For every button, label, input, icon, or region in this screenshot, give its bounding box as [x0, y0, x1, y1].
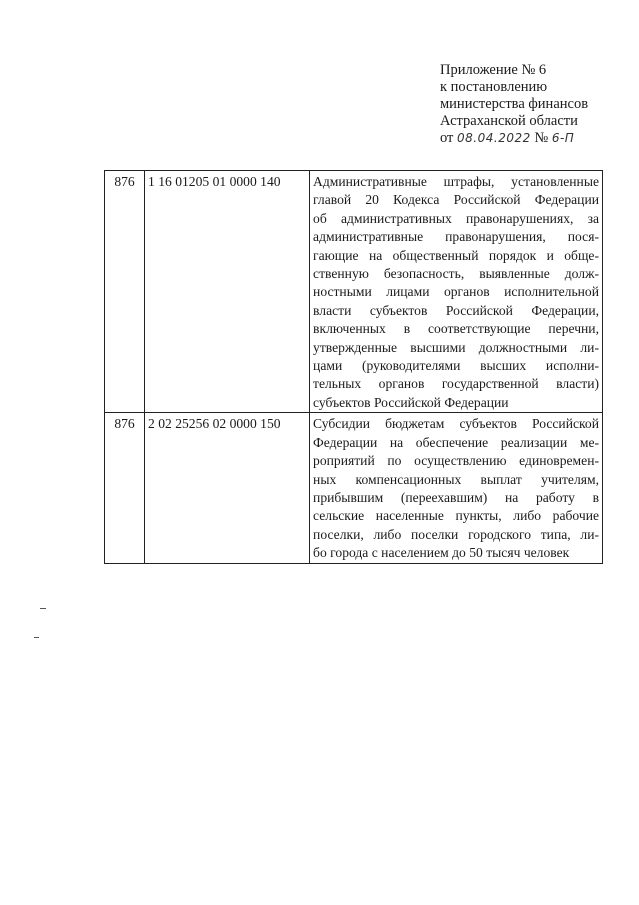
date-prefix: от [440, 130, 454, 146]
description-line: роприятий по осуществлению единовремен- [313, 453, 599, 469]
handwritten-number: 6-П [551, 131, 575, 145]
description-line: бо города с населением до 50 тысяч человек [313, 545, 570, 561]
scan-mark [40, 608, 46, 609]
description-line: Административные штрафы, установленные [313, 174, 599, 189]
appendix-reference-line: к постановлению [440, 79, 548, 95]
description-line: ных компенсационных выплат учителям, [313, 471, 599, 487]
description-line: власти субъектов Российской Федерации, [313, 302, 599, 318]
description-line: прибывшим (переехавшим) на работу в [313, 489, 599, 505]
description-cell [310, 413, 603, 563]
admin-code-cell: 876 [105, 413, 145, 563]
description-line: цами (руководителями высших исполни- [313, 358, 599, 374]
description-line: об административных правонарушениях, за [313, 210, 599, 226]
description-line: ственную безопасность, выявленные долж- [313, 266, 599, 282]
budget-code-cell: 1 16 01205 01 0000 140 [145, 171, 310, 413]
handwritten-date: 08.04.2022 [457, 131, 531, 145]
budget-code-cell: 2 02 25256 02 0000 150 [145, 413, 310, 563]
appendix-title: Приложение № 6 [440, 62, 547, 78]
budget-codes-table [104, 170, 603, 564]
description-line: включенных в соответствующие перечни, [313, 321, 599, 337]
number-sign: № [534, 130, 549, 146]
description-line: ностными лицами органов исполнительной [313, 284, 599, 300]
table-row [105, 171, 603, 413]
description-line: гающие на общественный порядок и обще- [313, 247, 599, 263]
description-line: Федерации на обеспечение реализации ме- [313, 434, 599, 450]
admin-code-cell: 876 [105, 171, 145, 413]
table-row [105, 413, 603, 563]
description-line: тельных органов государственной власти) [313, 376, 599, 392]
description-line: утвержденные высшими должностными ли- [313, 339, 599, 355]
description-line: субъектов Российской Федерации [313, 394, 509, 410]
scan-mark [34, 637, 39, 638]
appendix-region-line: Астраханской области [440, 113, 578, 129]
description-line: сельские населенные пункты, либо рабочие [313, 508, 599, 524]
description-cell [310, 171, 603, 413]
appendix-ministry-line: министерства финансов [440, 96, 589, 112]
description-line: Субсидии бюджетам субъектов Российской [313, 416, 599, 432]
appendix-header [440, 62, 630, 147]
description-line: административные правонарушения, пося- [313, 229, 599, 245]
appendix-date-line [440, 130, 630, 147]
description-line: поселки, либо поселки городского типа, ли- [313, 526, 599, 542]
description-line: главой 20 Кодекса Российской Федерации [313, 192, 599, 208]
